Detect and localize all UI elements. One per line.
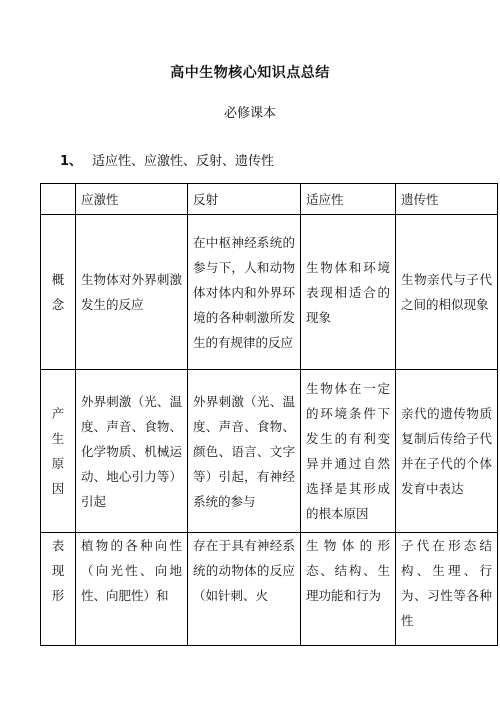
table-row <box>41 370 498 533</box>
section-number: 1、 <box>60 154 83 169</box>
document-subtitle: 必修课本 <box>223 106 276 121</box>
table-header-cell: 反射 <box>188 184 301 215</box>
table-cell: 生物体的形态、结构、生理功能和行为 <box>301 533 396 646</box>
document-title: 高中生物核心知识点总结 <box>170 65 330 81</box>
row-label: 产 生 原 因 <box>41 370 76 533</box>
table-cell: 外界刺激（光、温度、声音、食物、颜色、语言、文字等）引起，有神经系统的参与 <box>188 370 301 533</box>
table-header-row <box>41 184 498 215</box>
table-cell: 外界刺激（光、温度、声音、食物、化学物质、机械运动、地心引力等）引起 <box>76 370 188 533</box>
table-cell: 生物体和环境表现相适合的现象 <box>301 215 396 370</box>
table-header-cell: 适应性 <box>301 184 396 215</box>
table-cell: 亲代的遗传物质复制后传给子代并在子代的个体发育中表达 <box>396 370 498 533</box>
table-row <box>41 533 498 646</box>
table-header-cell: 遗传性 <box>396 184 498 215</box>
row-label: 概 念 <box>41 215 76 370</box>
table-header-cell <box>41 184 76 215</box>
comparison-table <box>40 183 498 646</box>
section-heading <box>60 150 274 169</box>
table-row <box>41 215 498 370</box>
table-cell: 植物的各种向性（向光性、向地性、向肥性）和 <box>76 533 188 646</box>
table-cell: 子代在形态结构、生理、行为、习性等各种性 <box>396 533 498 646</box>
table-cell: 存在于具有神经系统的动物体的反应（如针刺、火 <box>188 533 301 646</box>
table-header-cell: 应激性 <box>76 184 188 215</box>
table-cell: 在中枢神经系统的参与下，人和动物体对体内和外界环境的各种刺激所发生的有规律的反应 <box>188 215 301 370</box>
table-cell: 生物亲代与子代之间的相似现象 <box>396 215 498 370</box>
table-cell: 生物体对外界刺激发生的反应 <box>76 215 188 370</box>
table-cell: 生物体在一定的环境条件下发生的有利变异并通过自然选择是其形成的根本原因 <box>301 370 396 533</box>
row-label: 表 现 形 <box>41 533 76 646</box>
section-heading-text: 适应性、应激性、反射、遗传性 <box>92 154 275 169</box>
